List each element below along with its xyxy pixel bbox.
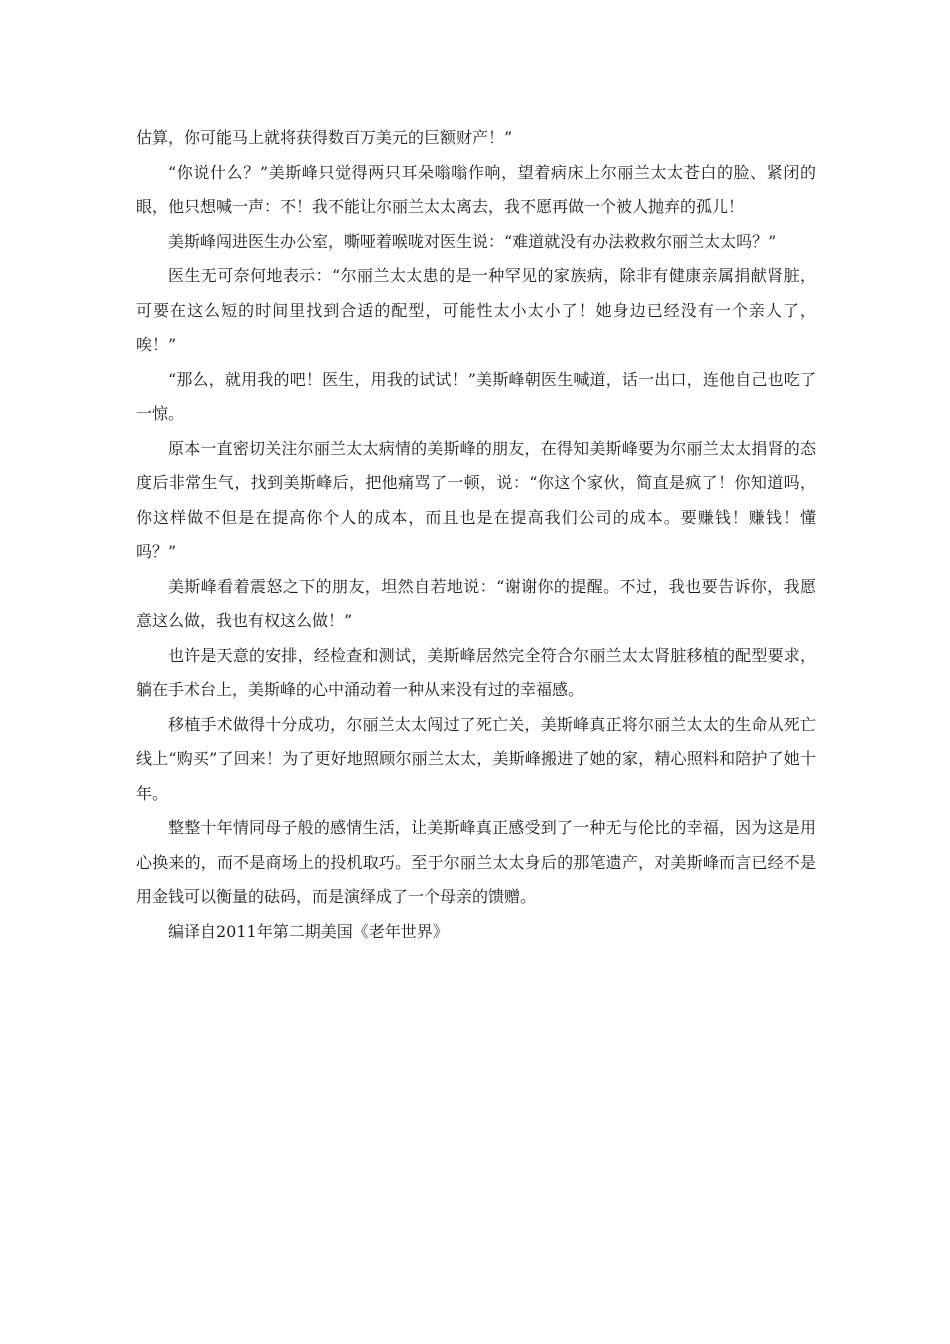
paragraph-7: 美斯峰看着震怒之下的朋友，坦然自若地说：“谢谢你的提醒。不过，我也要告诉你，我愿意这么做，我也有权这么做！” — [136, 576, 816, 630]
article-body — [136, 121, 816, 949]
paragraph-10: 整整十年情同母子般的感情生活，让美斯峰真正感受到了一种无与伦比的幸福，因为这是用心换来的，而不是商场上的投机取巧。至于尔丽兰太太身后的那笔遗产，对美斯峰而言已经不是用金钱可以衡量的砝码，而是演绎成了一个母亲的馈赠。 — [136, 818, 816, 906]
paragraph-5: “那么，就用我的吧！医生，用我的试试！”美斯峰朝医生喊道，话一出口，连他自己也吃了一惊。 — [136, 369, 816, 423]
paragraph-9: 移植手术做得十分成功，尔丽兰太太闯过了死亡关，美斯峰真正将尔丽兰太太的生命从死亡线上“购买”了回来！为了更好地照顾尔丽兰太太，美斯峰搬进了她的家，精心照料和陪护了她十年。 — [136, 714, 816, 803]
paragraph-6: 原本一直密切关注尔丽兰太太病情的美斯峰的朋友，在得知美斯峰要为尔丽兰太太捐肾的态度后非常生气，找到美斯峰后，把他痛骂了一顿，说：“你这个家伙，简直是疯了！你知道吗，你这样做不但是在提高你个人的成本，而且也是在提高我们公司的成本。要赚钱！赚钱！懂吗？” — [136, 438, 816, 561]
paragraph-8: 也许是天意的安排，经检查和测试，美斯峰居然完全符合尔丽兰太太肾脏移植的配型要求，躺在手术台上，美斯峰的心中涌动着一种从来没有过的幸福感。 — [136, 645, 816, 699]
paragraph-3: 美斯峰闯进医生办公室，嘶哑着喉咙对医生说：“难道就没有办法救救尔丽兰太太吗？” — [168, 231, 777, 251]
paragraph-2: “你说什么？”美斯峰只觉得两只耳朵嗡嗡作响，望着病床上尔丽兰太太苍白的脸、紧闭的眼，他只想喊一声：不！我不能让尔丽兰太太离去，我不愿再做一个被人抛弃的孤儿！ — [136, 162, 816, 216]
source-note: 编译自2011年第二期美国《老年世界》 — [168, 921, 449, 941]
paragraph-4: 医生无可奈何地表示：“尔丽兰太太患的是一种罕见的家族病，除非有健康亲属捐献肾脏，可要在这么短的时间里找到合适的配型，可能性太小太小了！她身边已经没有一个亲人了，唉！” — [136, 266, 816, 354]
paragraph-1: 估算，你可能马上就将获得数百万美元的巨额财产！” — [136, 128, 513, 147]
